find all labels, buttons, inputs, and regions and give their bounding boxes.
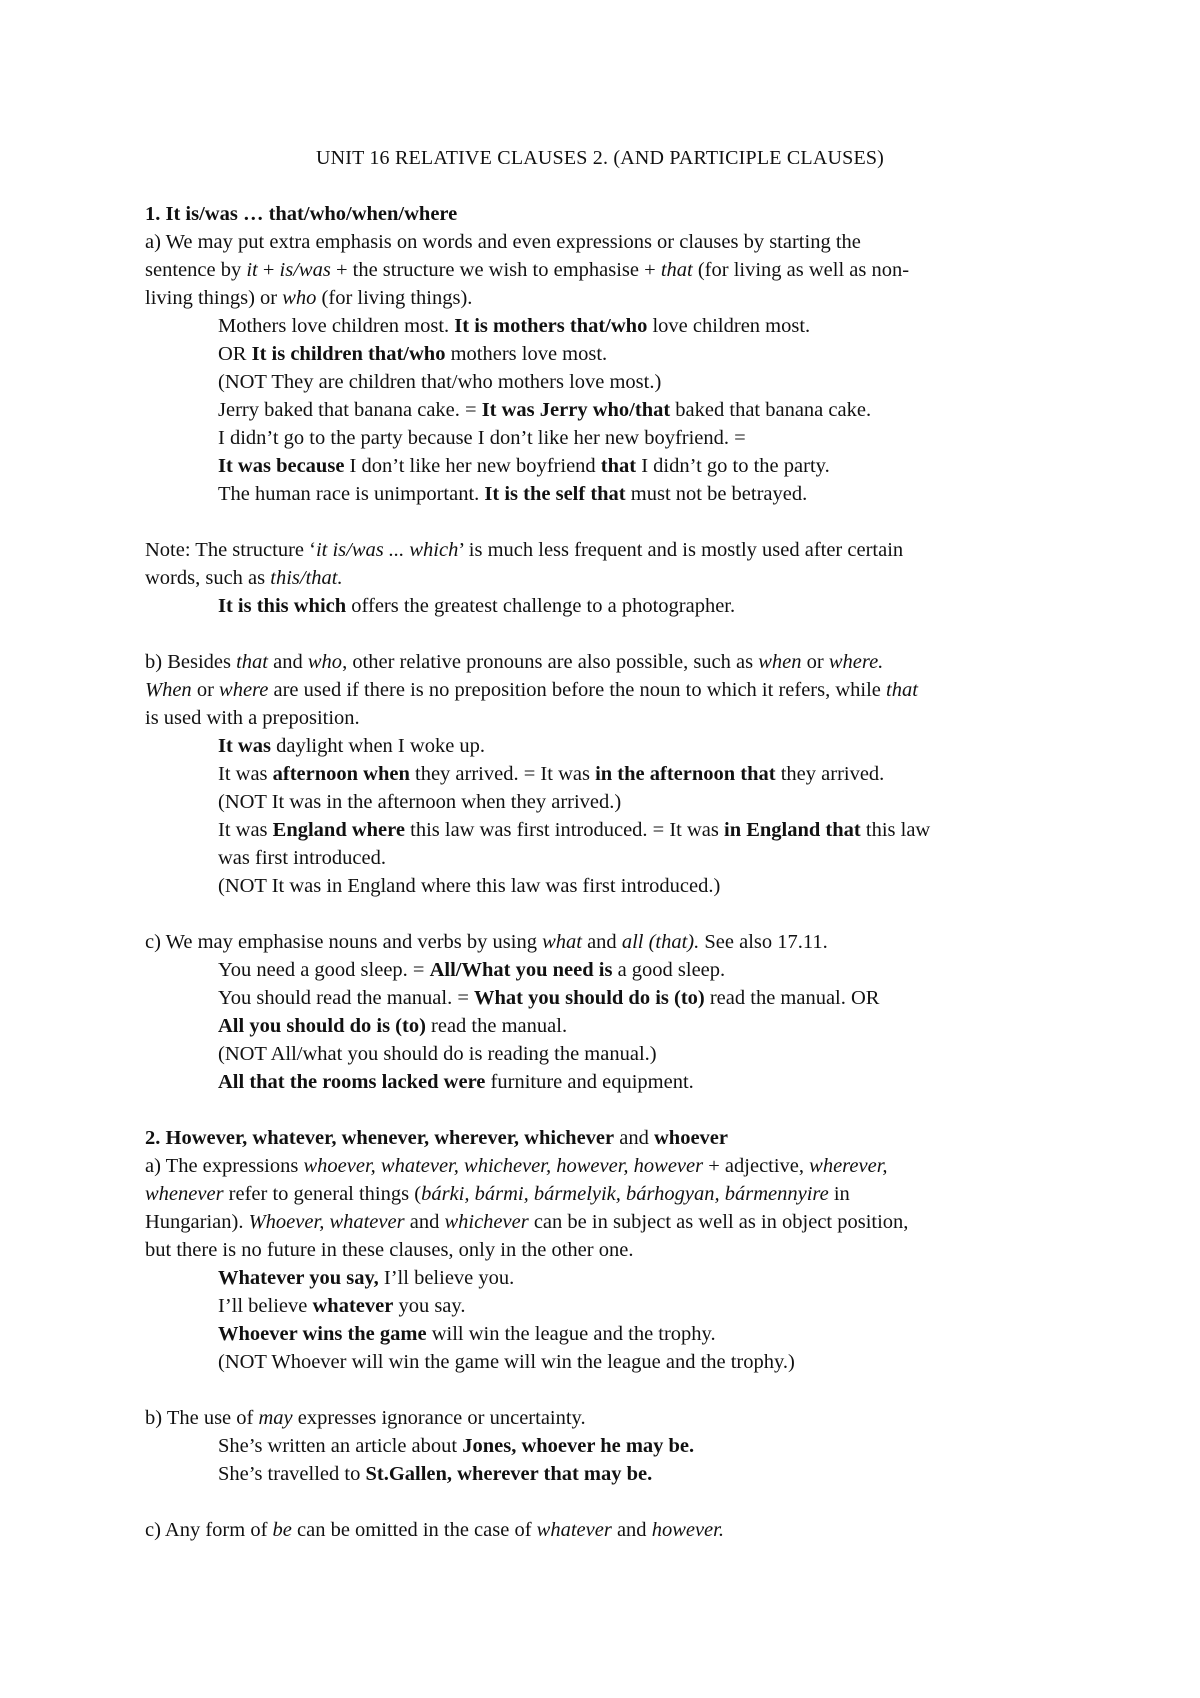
example-line: I didn’t go to the party because I don’t like her new boyfriend. = bbox=[218, 427, 746, 449]
text-line: but there is no future in these clauses, only in the other one. bbox=[145, 1239, 634, 1261]
example-line: She’s written an article about Jones, whoever he may be. bbox=[218, 1435, 695, 1457]
note-line: Note: The structure ‘it is/was ... which’ is much less frequent and is mostly used after certain bbox=[145, 539, 904, 561]
example-line: You need a good sleep. = All/What you need is a good sleep. bbox=[218, 959, 726, 981]
example-line: (NOT It was in the afternoon when they arrived.) bbox=[218, 791, 622, 813]
example-line: The human race is unimportant. It is the self that must not be betrayed. bbox=[218, 483, 808, 505]
text-line: a) The expressions whoever, whatever, whichever, however, however + adjective, wherever, bbox=[145, 1155, 888, 1177]
example-line: (NOT They are children that/who mothers love most.) bbox=[218, 371, 662, 393]
example-line: (NOT All/what you should do is reading the manual.) bbox=[218, 1043, 657, 1065]
example-line: It was afternoon when they arrived. = It was in the afternoon that they arrived. bbox=[218, 763, 885, 785]
text-line: c) Any form of be can be omitted in the case of whatever and however. bbox=[145, 1519, 724, 1541]
section-1-heading: 1. It is/was … that/who/when/where bbox=[145, 203, 458, 225]
text-line: is used with a preposition. bbox=[145, 707, 360, 729]
text-line: Hungarian). Whoever, whatever and whichever can be in subject as well as in object position, bbox=[145, 1211, 909, 1233]
example-line: You should read the manual. = What you should do is (to) read the manual. OR bbox=[218, 987, 880, 1009]
example-line: All that the rooms lacked were furniture and equipment. bbox=[218, 1071, 694, 1093]
example-line: It was because I don’t like her new boyfriend that I didn’t go to the party. bbox=[218, 455, 830, 477]
example-line: All you should do is (to) read the manual. bbox=[218, 1015, 568, 1037]
example-line: OR It is children that/who mothers love most. bbox=[218, 343, 608, 365]
text-line: sentence by it + is/was + the structure we wish to emphasise + that (for living as well as non- bbox=[145, 259, 910, 281]
example-line: (NOT Whoever will win the game will win the league and the trophy.) bbox=[218, 1351, 795, 1373]
note-line: words, such as this/that. bbox=[145, 567, 343, 589]
page-title: UNIT 16 RELATIVE CLAUSES 2. (AND PARTICIPLE CLAUSES) bbox=[315, 147, 885, 169]
example-line: It was daylight when I woke up. bbox=[218, 735, 486, 757]
example-line: She’s travelled to St.Gallen, wherever that may be. bbox=[218, 1463, 653, 1485]
example-line: It is this which offers the greatest challenge to a photographer. bbox=[218, 595, 736, 617]
section-2-heading: 2. However, whatever, whenever, wherever, whichever and whoever bbox=[145, 1127, 729, 1149]
example-line: I’ll believe whatever you say. bbox=[218, 1295, 466, 1317]
example-line: Whoever wins the game will win the league and the trophy. bbox=[218, 1323, 716, 1345]
example-line: was first introduced. bbox=[218, 847, 386, 869]
text-line: a) We may put extra emphasis on words and even expressions or clauses by starting the bbox=[145, 231, 861, 253]
example-line: Mothers love children most. It is mothers that/who love children most. bbox=[218, 315, 811, 337]
text-line: whenever refer to general things (bárki, bármi, bármelyik, bárhogyan, bármennyire in bbox=[145, 1183, 850, 1205]
text-line: living things) or who (for living things). bbox=[145, 287, 473, 309]
text-line: b) The use of may expresses ignorance or uncertainty. bbox=[145, 1407, 586, 1429]
text-line: c) We may emphasise nouns and verbs by using what and all (that). See also 17.11. bbox=[145, 931, 828, 953]
example-line: Whatever you say, I’ll believe you. bbox=[218, 1267, 515, 1289]
example-line: Jerry baked that banana cake. = It was Jerry who/that baked that banana cake. bbox=[218, 399, 872, 421]
text-line: When or where are used if there is no preposition before the noun to which it refers, while that bbox=[145, 679, 918, 701]
text-line: b) Besides that and who, other relative pronouns are also possible, such as when or where. bbox=[145, 651, 884, 673]
example-line: It was England where this law was first introduced. = It was in England that this law bbox=[218, 819, 931, 841]
example-line: (NOT It was in England where this law was first introduced.) bbox=[218, 875, 721, 897]
